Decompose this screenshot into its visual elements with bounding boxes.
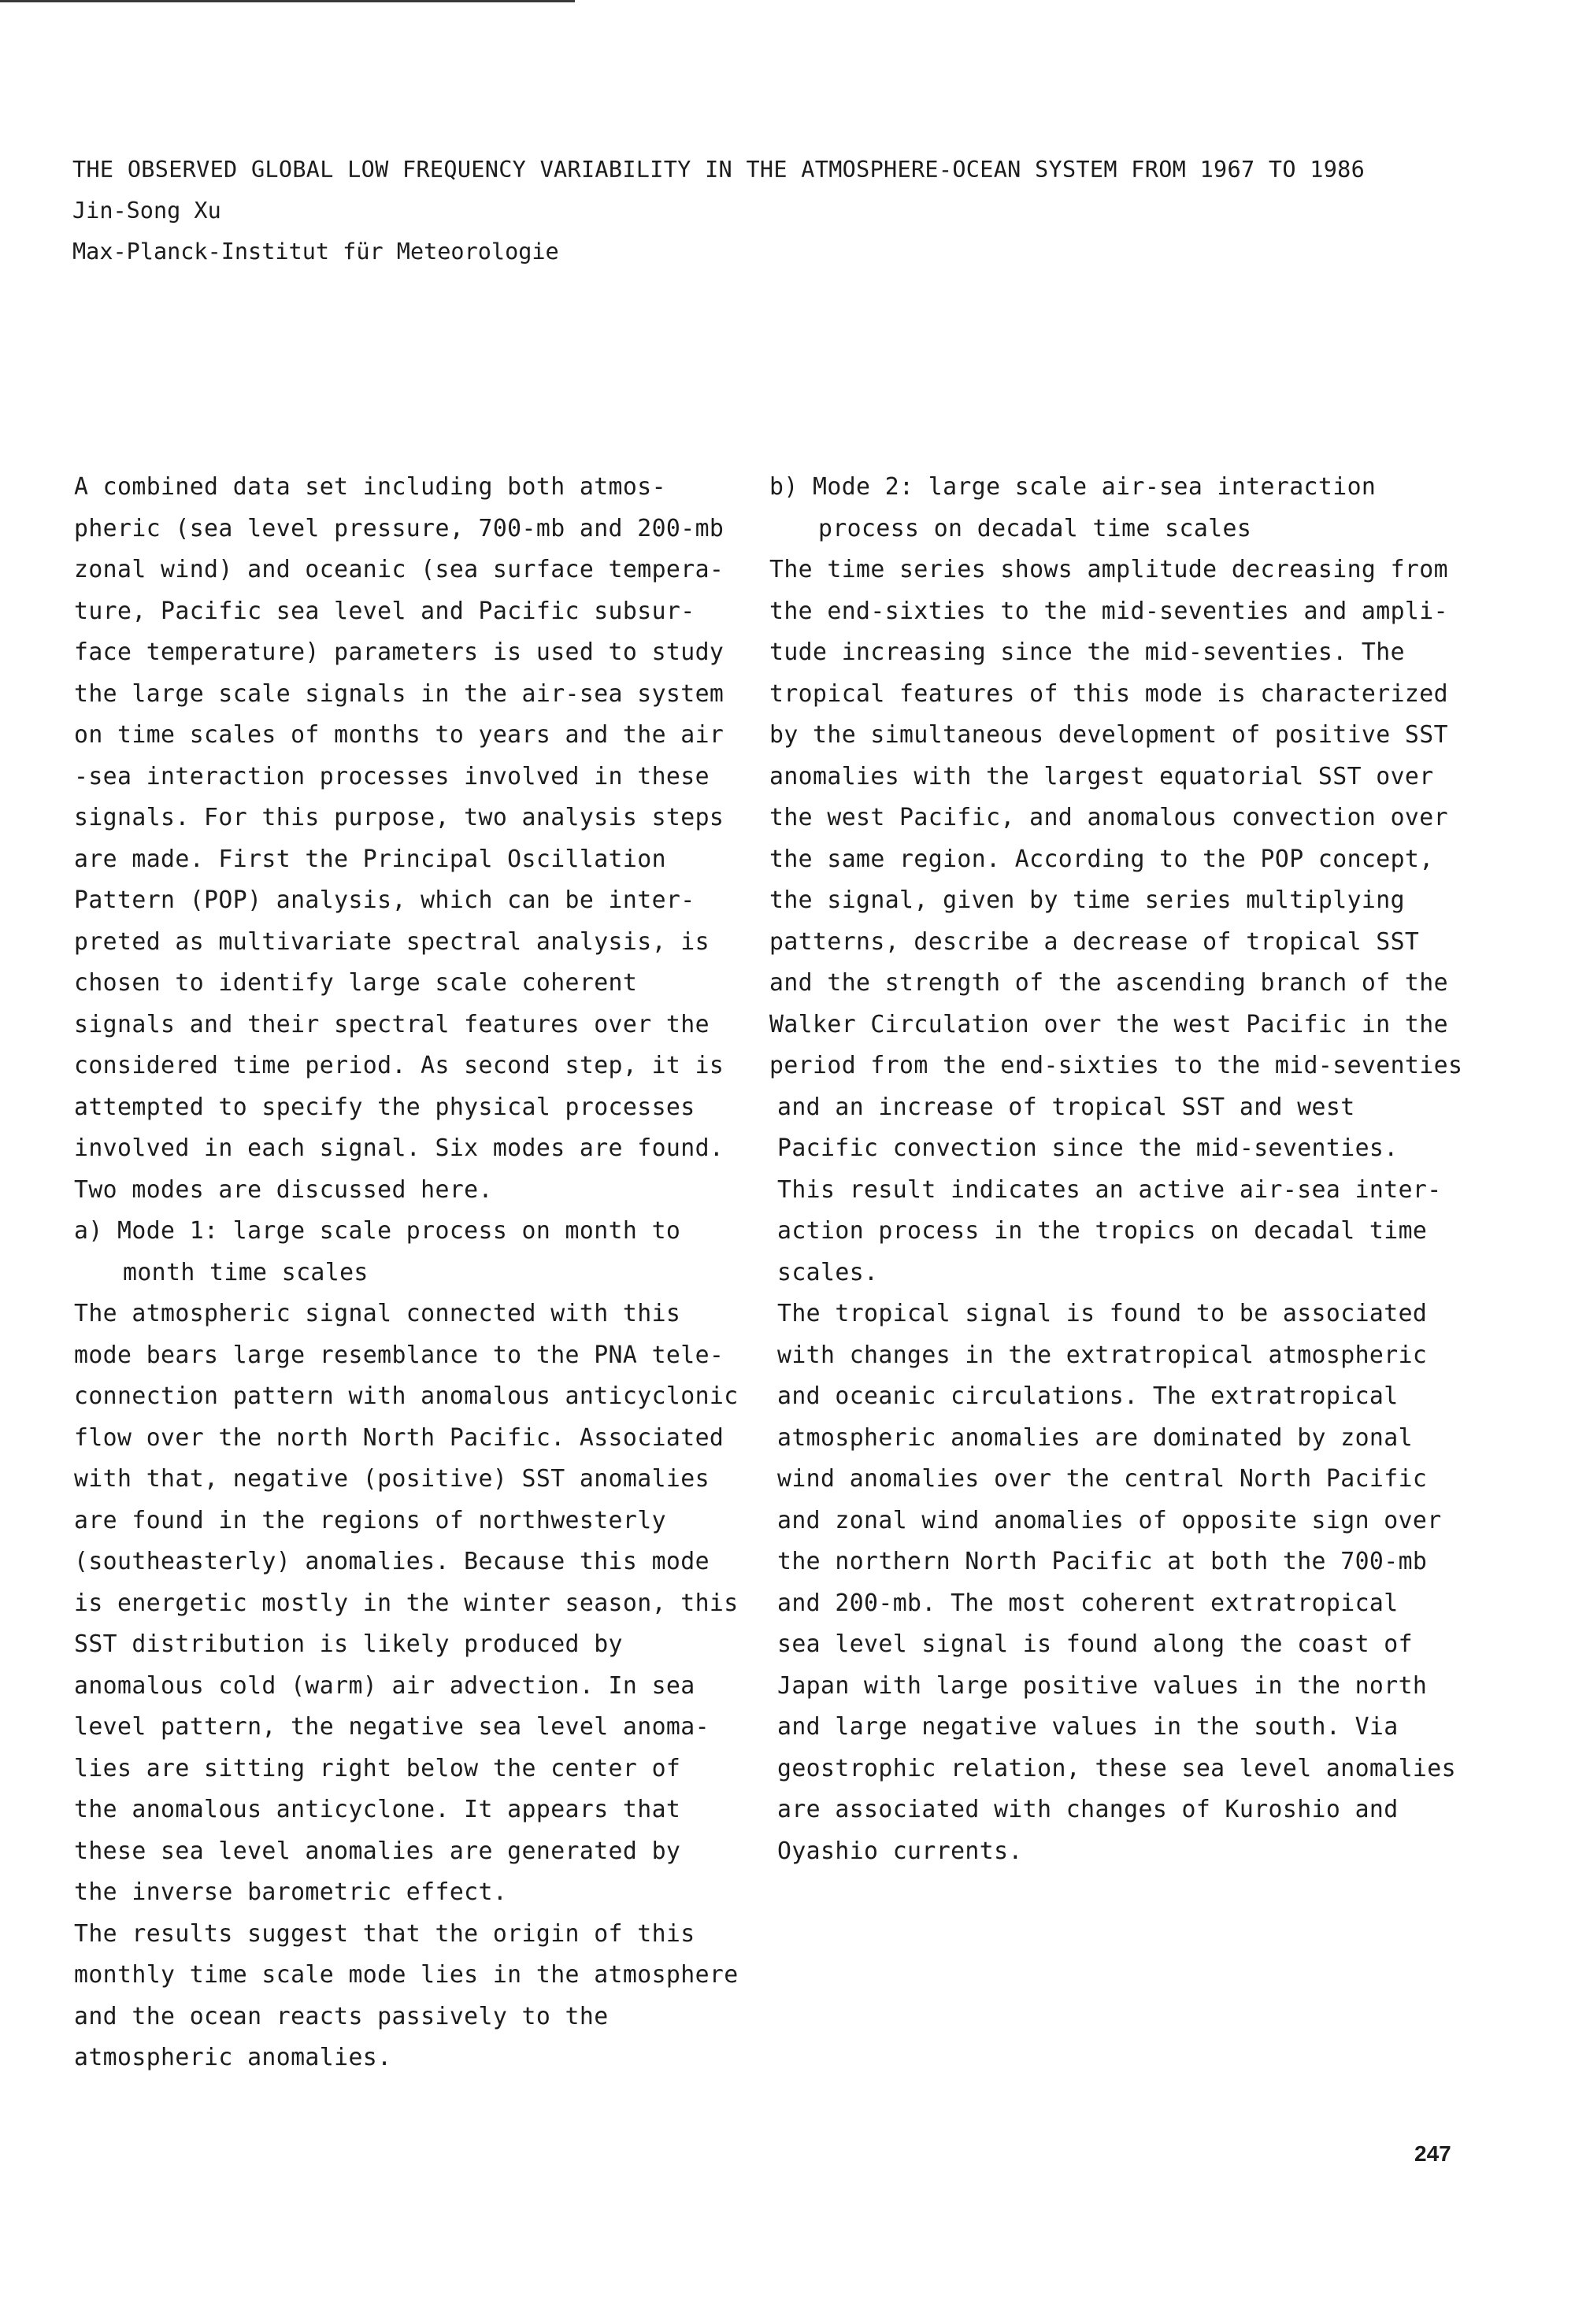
- text-line: SST distribution is likely produced by: [74, 1630, 623, 1658]
- text-line: the same region. According to the POP concept,: [769, 845, 1434, 873]
- text-line: Pattern (POP) analysis, which can be inter-: [74, 886, 695, 914]
- text-line: the anomalous anticyclone. It appears that: [74, 1796, 681, 1823]
- text-line: and oceanic circulations. The extratropical: [777, 1382, 1399, 1410]
- text-line: wind anomalies over the central North Pacific: [777, 1465, 1428, 1493]
- text-line: sea level signal is found along the coast of: [777, 1630, 1413, 1658]
- text-line: the northern North Pacific at both the 700-mb: [777, 1548, 1428, 1575]
- text-line: The atmospheric signal connected with this: [74, 1300, 681, 1327]
- section-heading-mode-1-cont: month time scales: [123, 1258, 369, 1286]
- text-line: are made. First the Principal Oscillation: [74, 845, 666, 873]
- paper-title: THE OBSERVED GLOBAL LOW FREQUENCY VARIABILITY IN THE ATMOSPHERE-OCEAN SYSTEM FROM 1967 TO 1986: [72, 157, 1366, 183]
- text-line: Walker Circulation over the west Pacific in the: [769, 1010, 1448, 1038]
- page-number: 247: [1414, 2141, 1451, 2166]
- right-column: [769, 467, 1470, 1872]
- text-line: are found in the regions of northwesterly: [74, 1506, 666, 1534]
- text-line: atmospheric anomalies are dominated by zonal: [777, 1423, 1413, 1452]
- text-line: face temperature) parameters is used to study: [74, 638, 724, 666]
- text-line: pheric (sea level pressure, 700-mb and 200-mb: [74, 514, 724, 542]
- text-line: Two modes are discussed here.: [74, 1175, 493, 1204]
- text-line: tropical features of this mode is characterized: [769, 679, 1448, 708]
- text-line: Oyashio currents.: [777, 1837, 1023, 1865]
- text-line: patterns, describe a decrease of tropical SST: [769, 927, 1420, 956]
- text-line: the end-sixties to the mid-seventies and ampli-: [769, 597, 1448, 625]
- text-line: and large negative values in the south. Via: [777, 1713, 1399, 1741]
- text-line: geostrophic relation, these sea level anomalies: [777, 1754, 1456, 1782]
- paper-header: [72, 150, 1506, 272]
- text-line: the west Pacific, and anomalous convection over: [769, 804, 1448, 831]
- text-line: the signal, given by time series multiplying: [769, 886, 1405, 914]
- text-line: ture, Pacific sea level and Pacific subsur-: [74, 597, 695, 625]
- left-column: [74, 467, 767, 2079]
- text-line: The tropical signal is found to be associated: [777, 1300, 1428, 1327]
- text-line: and zonal wind anomalies of opposite sign over: [777, 1506, 1442, 1534]
- text-line: Pacific convection since the mid-seventies.: [777, 1134, 1399, 1162]
- author: Jin-Song Xu: [72, 198, 221, 224]
- text-line: and the ocean reacts passively to the: [74, 2002, 609, 2030]
- section-heading-mode-2: b) Mode 2: large scale air-sea interaction: [769, 473, 1377, 501]
- text-line: and an increase of tropical SST and west: [777, 1093, 1355, 1121]
- text-line: preted as multivariate spectral analysis, is: [74, 927, 710, 956]
- text-line: and 200-mb. The most coherent extratropical: [777, 1589, 1399, 1617]
- text-line: is energetic mostly in the winter season, this: [74, 1589, 739, 1617]
- text-line: The results suggest that the origin of this: [74, 1919, 695, 1948]
- text-line: and the strength of the ascending branch of the: [769, 969, 1448, 997]
- text-line: level pattern, the negative sea level anoma-: [74, 1713, 710, 1741]
- text-line: The time series shows amplitude decreasing from: [769, 556, 1448, 583]
- text-line: signals. For this purpose, two analysis steps: [74, 804, 724, 831]
- text-line: anomalies with the largest equatorial SST over: [769, 762, 1434, 790]
- text-line: atmospheric anomalies.: [74, 2044, 392, 2071]
- text-line: -sea interaction processes involved in these: [74, 762, 710, 790]
- text-line: connection pattern with anomalous anticyclonic: [74, 1382, 739, 1410]
- text-line: monthly time scale mode lies in the atmosphere: [74, 1961, 739, 1989]
- text-line: lies are sitting right below the center of: [74, 1754, 681, 1782]
- text-line: mode bears large resemblance to the PNA tele-: [74, 1341, 724, 1369]
- text-line: involved in each signal. Six modes are found.: [74, 1134, 724, 1162]
- text-line: on time scales of months to years and the air: [74, 721, 724, 749]
- text-line: period from the end-sixties to the mid-seventies: [769, 1052, 1463, 1079]
- text-line: signals and their spectral features over the: [74, 1010, 710, 1038]
- text-line: scales.: [777, 1258, 879, 1286]
- section-heading-mode-2-cont: process on decadal time scales: [818, 514, 1252, 542]
- text-line: flow over the north North Pacific. Associated: [74, 1423, 724, 1452]
- text-line: with changes in the extratropical atmospheric: [777, 1341, 1428, 1369]
- text-line: tude increasing since the mid-seventies. The: [769, 638, 1405, 666]
- text-line: the large scale signals in the air-sea system: [74, 679, 724, 708]
- text-line: considered time period. As second step, it is: [74, 1052, 724, 1079]
- text-line: A combined data set including both atmos-: [74, 473, 666, 501]
- top-rule: [0, 0, 575, 2]
- text-line: This result indicates an active air-sea inter-: [777, 1175, 1442, 1204]
- text-line: by the simultaneous development of positive SST: [769, 721, 1448, 749]
- text-line: the inverse barometric effect.: [74, 1878, 508, 1906]
- text-line: (southeasterly) anomalies. Because this mode: [74, 1548, 710, 1575]
- affiliation: Max-Planck-Institut für Meteorologie: [72, 239, 559, 265]
- text-line: attempted to specify the physical processes: [74, 1093, 695, 1121]
- text-line: action process in the tropics on decadal time: [777, 1217, 1428, 1245]
- text-line: with that, negative (positive) SST anomalies: [74, 1465, 710, 1493]
- text-line: zonal wind) and oceanic (sea surface tempera-: [74, 556, 724, 583]
- text-line: are associated with changes of Kuroshio and: [777, 1796, 1399, 1823]
- text-line: Japan with large positive values in the north: [777, 1671, 1428, 1700]
- text-line: these sea level anomalies are generated by: [74, 1837, 681, 1865]
- text-line: anomalous cold (warm) air advection. In sea: [74, 1671, 695, 1700]
- section-heading-mode-1: a) Mode 1: large scale process on month to: [74, 1217, 681, 1245]
- text-line: chosen to identify large scale coherent: [74, 969, 638, 997]
